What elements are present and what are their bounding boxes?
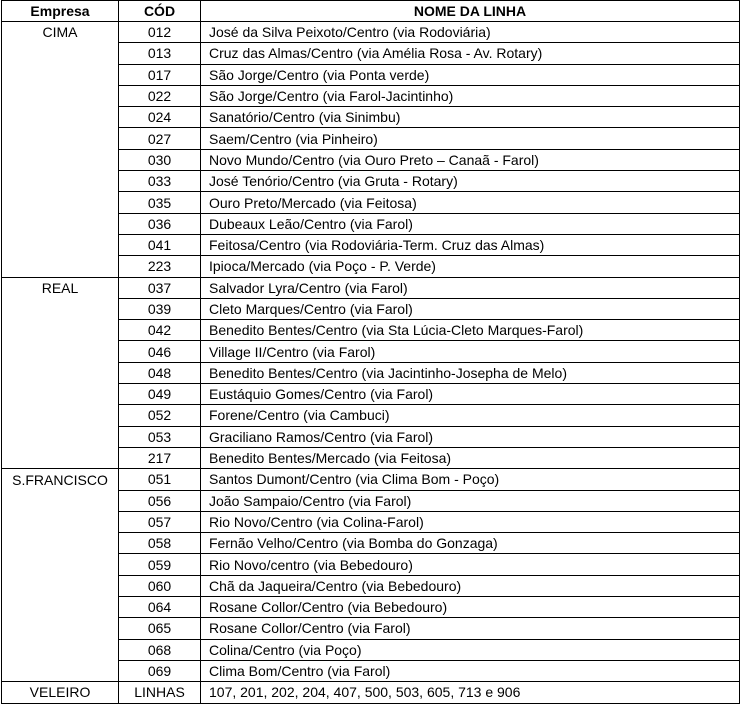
cell-nome-da-linha: Eustáquio Gomes/Centro (via Farol) (201, 384, 740, 405)
table-row (2, 256, 740, 277)
cell-nome-da-linha: Colina/Centro (via Poço) (201, 639, 740, 660)
table-row (2, 618, 740, 639)
cell-empresa (2, 341, 119, 362)
cell-cod: 053 (119, 426, 201, 447)
cell-cod: 059 (119, 554, 201, 575)
cell-cod: 030 (119, 149, 201, 170)
cell-nome-da-linha: Rio Novo/Centro (via Colina-Farol) (201, 511, 740, 532)
cell-empresa (2, 128, 119, 149)
cell-nome-da-linha: Dubeaux Leão/Centro (via Farol) (201, 213, 740, 234)
cell-empresa (2, 447, 119, 468)
cell-empresa (2, 213, 119, 234)
cell-nome-da-linha: Benedito Bentes/Centro (via Jacintinho-Josepha de Melo) (201, 362, 740, 383)
cell-nome-da-linha: Benedito Bentes/Centro (via Sta Lúcia-Cleto Marques-Farol) (201, 320, 740, 341)
cell-cod: 046 (119, 341, 201, 362)
cell-cod: LINHAS (119, 682, 201, 703)
cell-cod: 056 (119, 490, 201, 511)
cell-empresa: S.FRANCISCO (2, 469, 119, 490)
cell-empresa (2, 384, 119, 405)
cell-cod: 058 (119, 533, 201, 554)
cell-empresa (2, 490, 119, 511)
cell-nome-da-linha: José da Silva Peixoto/Centro (via Rodoviária) (201, 22, 740, 43)
cell-cod: 039 (119, 298, 201, 319)
cell-cod: 052 (119, 405, 201, 426)
cell-empresa (2, 107, 119, 128)
cell-nome-da-linha: Salvador Lyra/Centro (via Farol) (201, 277, 740, 298)
cell-empresa: VELEIRO (2, 682, 119, 703)
table-row (2, 149, 740, 170)
table-row (2, 64, 740, 85)
table-row (2, 597, 740, 618)
table-row (2, 639, 740, 660)
table-row (2, 384, 740, 405)
cell-nome-da-linha: Novo Mundo/Centro (via Ouro Preto – Canaã - Farol) (201, 149, 740, 170)
table-row (2, 533, 740, 554)
cell-cod: 024 (119, 107, 201, 128)
cell-empresa (2, 149, 119, 170)
table-row (2, 234, 740, 255)
table-row (2, 85, 740, 106)
cell-cod: 048 (119, 362, 201, 383)
cell-nome-da-linha: Clima Bom/Centro (via Farol) (201, 660, 740, 681)
cell-nome-da-linha: Graciliano Ramos/Centro (via Farol) (201, 426, 740, 447)
cell-nome-da-linha: Sanatório/Centro (via Sinimbu) (201, 107, 740, 128)
cell-empresa (2, 171, 119, 192)
cell-cod: 049 (119, 384, 201, 405)
cell-nome-da-linha: Rio Novo/centro (via Bebedouro) (201, 554, 740, 575)
cell-cod: 042 (119, 320, 201, 341)
cell-empresa (2, 362, 119, 383)
table-row (2, 405, 740, 426)
cell-nome-da-linha: Saem/Centro (via Pinheiro) (201, 128, 740, 149)
cell-nome-da-linha: São Jorge/Centro (via Farol-Jacintinho) (201, 85, 740, 106)
cell-cod: 057 (119, 511, 201, 532)
cell-cod: 060 (119, 575, 201, 596)
cell-nome-da-linha: Santos Dumont/Centro (via Clima Bom - Poço) (201, 469, 740, 490)
table-row (2, 298, 740, 319)
table-row (2, 213, 740, 234)
table-row (2, 362, 740, 383)
table-row (2, 128, 740, 149)
cell-nome-da-linha: 107, 201, 202, 204, 407, 500, 503, 605, 713 e 906 (201, 682, 740, 703)
table-row (2, 43, 740, 64)
cell-cod: 013 (119, 43, 201, 64)
cell-empresa (2, 192, 119, 213)
cell-nome-da-linha: Rosane Collor/Centro (via Farol) (201, 618, 740, 639)
table-row (2, 192, 740, 213)
cell-nome-da-linha: Chã da Jaqueira/Centro (via Bebedouro) (201, 575, 740, 596)
cell-empresa (2, 320, 119, 341)
table-row (2, 682, 740, 703)
cell-nome-da-linha: Fernão Velho/Centro (via Bomba do Gonzaga) (201, 533, 740, 554)
cell-cod: 036 (119, 213, 201, 234)
cell-empresa (2, 597, 119, 618)
cell-empresa (2, 85, 119, 106)
cell-nome-da-linha: Ouro Preto/Mercado (via Feitosa) (201, 192, 740, 213)
table-row (2, 107, 740, 128)
cell-cod: 223 (119, 256, 201, 277)
cell-empresa (2, 298, 119, 319)
cell-cod: 041 (119, 234, 201, 255)
table-row (2, 426, 740, 447)
cell-nome-da-linha: Forene/Centro (via Cambuci) (201, 405, 740, 426)
cell-nome-da-linha: José Tenório/Centro (via Gruta - Rotary) (201, 171, 740, 192)
cell-empresa (2, 426, 119, 447)
cell-nome-da-linha: Village II/Centro (via Farol) (201, 341, 740, 362)
cell-nome-da-linha: João Sampaio/Centro (via Farol) (201, 490, 740, 511)
cell-nome-da-linha: Cruz das Almas/Centro (via Amélia Rosa - Av. Rotary) (201, 43, 740, 64)
cell-nome-da-linha: Benedito Bentes/Mercado (via Feitosa) (201, 447, 740, 468)
cell-empresa: CIMA (2, 22, 119, 43)
cell-empresa (2, 43, 119, 64)
cell-empresa (2, 234, 119, 255)
table-body (2, 22, 740, 704)
table-row (2, 511, 740, 532)
cell-empresa: REAL (2, 277, 119, 298)
table-row (2, 341, 740, 362)
cell-cod: 027 (119, 128, 201, 149)
cell-nome-da-linha: Feitosa/Centro (via Rodoviária-Term. Cruz das Almas) (201, 234, 740, 255)
header-cod: CÓD (119, 1, 201, 22)
cell-empresa (2, 256, 119, 277)
table-row (2, 469, 740, 490)
cell-empresa (2, 405, 119, 426)
table-row (2, 490, 740, 511)
cell-cod: 012 (119, 22, 201, 43)
cell-cod: 217 (119, 447, 201, 468)
header-row (2, 1, 740, 22)
cell-cod: 033 (119, 171, 201, 192)
cell-empresa (2, 511, 119, 532)
cell-empresa (2, 554, 119, 575)
cell-cod: 051 (119, 469, 201, 490)
cell-cod: 022 (119, 85, 201, 106)
cell-cod: 037 (119, 277, 201, 298)
cell-cod: 068 (119, 639, 201, 660)
table-row (2, 320, 740, 341)
cell-nome-da-linha: São Jorge/Centro (via Ponta verde) (201, 64, 740, 85)
table-row (2, 22, 740, 43)
bus-lines-table (1, 0, 740, 704)
cell-cod: 064 (119, 597, 201, 618)
table-row (2, 554, 740, 575)
header-nome-da-linha: NOME DA LINHA (201, 1, 740, 22)
cell-empresa (2, 639, 119, 660)
table-row (2, 277, 740, 298)
table-row (2, 660, 740, 681)
cell-empresa (2, 575, 119, 596)
cell-empresa (2, 64, 119, 85)
cell-cod: 065 (119, 618, 201, 639)
table-row (2, 575, 740, 596)
table-row (2, 171, 740, 192)
cell-cod: 017 (119, 64, 201, 85)
cell-cod: 035 (119, 192, 201, 213)
cell-empresa (2, 660, 119, 681)
table-row (2, 447, 740, 468)
cell-cod: 069 (119, 660, 201, 681)
cell-nome-da-linha: Ipioca/Mercado (via Poço - P. Verde) (201, 256, 740, 277)
cell-empresa (2, 618, 119, 639)
header-empresa: Empresa (2, 1, 119, 22)
cell-nome-da-linha: Cleto Marques/Centro (via Farol) (201, 298, 740, 319)
cell-empresa (2, 533, 119, 554)
cell-nome-da-linha: Rosane Collor/Centro (via Bebedouro) (201, 597, 740, 618)
